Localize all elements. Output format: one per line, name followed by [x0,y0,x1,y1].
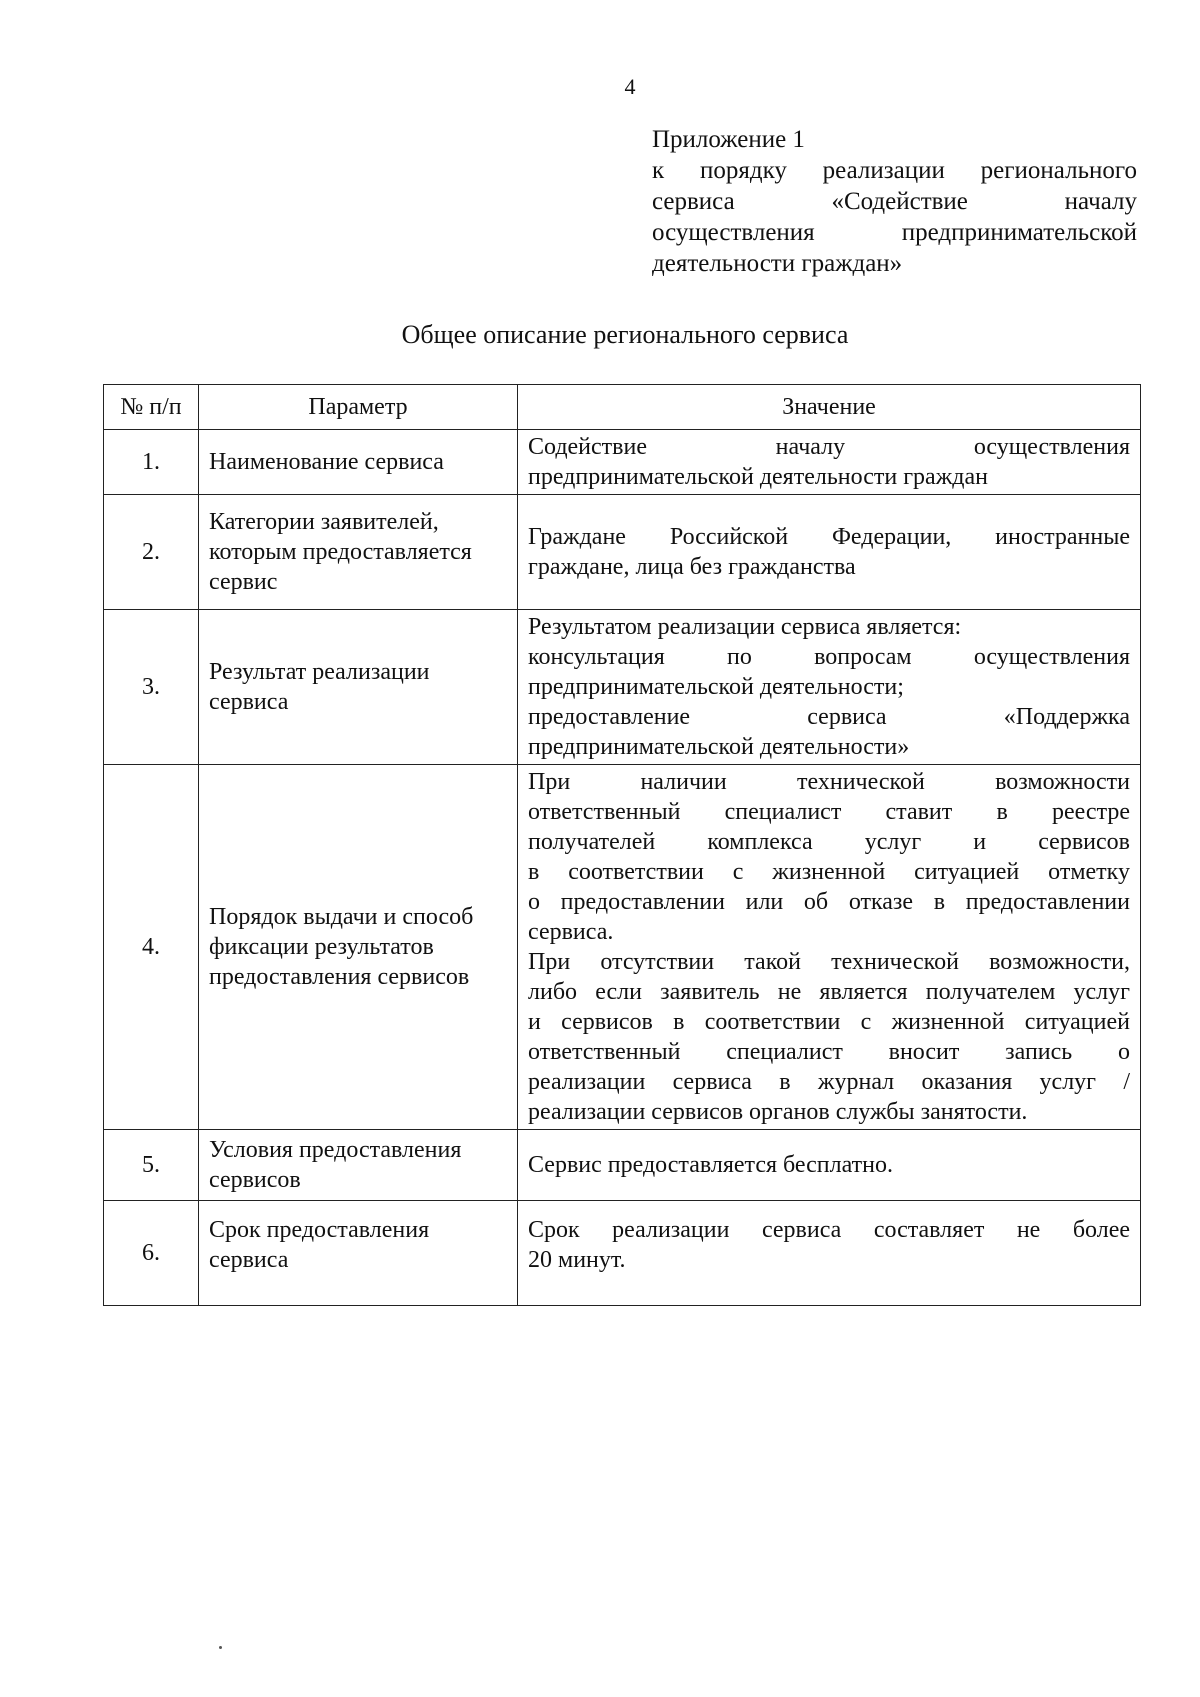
table-header-row [104,385,1141,430]
param-line: Условия предоставления [209,1137,462,1163]
param-line: Результат реализации [209,659,430,685]
appendix-title: Приложение 1 [652,126,805,153]
param-line: сервисов [209,1167,301,1193]
row-value [518,765,1141,1130]
row-value [518,610,1141,765]
value-line: реализации сервиса в журнал оказания услуг / [528,1069,1130,1095]
row-param [199,495,518,610]
table-row [104,1201,1141,1306]
value-line: При наличии технической возможности [528,769,1130,795]
row-number: 4. [104,765,199,1130]
param-line: предоставления сервисов [209,964,470,990]
header-value: Значение [518,385,1141,430]
value-line: предпринимательской деятельности; [528,674,904,700]
row-number: 1. [104,430,199,495]
value-line: Сервис предоставляется бесплатно. [528,1152,893,1178]
param-line: Наименование сервиса [209,449,444,475]
param-line: Категории заявителей, [209,509,439,535]
table-row [104,430,1141,495]
table-row [104,495,1141,610]
value-line: Срок реализации сервиса составляет не более [528,1217,1130,1243]
scan-speck [219,1646,222,1649]
value-line: При отсутствии такой технической возможности, [528,949,1130,975]
page-number: 4 [624,74,636,99]
value-line: получателей комплекса услуг и сервисов [528,829,1130,855]
value-line: реализации сервисов органов службы занятости. [528,1099,1028,1125]
value-line: консультация по вопросам осуществления [528,644,1130,670]
table-row [104,610,1141,765]
table-row [104,1130,1141,1201]
value-line: ответственный специалист вносит запись о [528,1039,1130,1065]
param-line: Срок предоставления [209,1217,430,1243]
row-value [518,1130,1141,1201]
param-line: фиксации результатов [209,934,434,960]
row-value [518,430,1141,495]
table-row [104,765,1141,1130]
header-param: Параметр [199,385,518,430]
value-line: и сервисов в соответствии с жизненной ситуацией [528,1009,1130,1035]
appendix-block [652,124,1137,279]
param-line: сервиса [209,689,289,715]
value-line: граждане, лица без гражданства [528,554,856,580]
value-line: предпринимательской деятельности» [528,734,910,760]
row-param [199,1130,518,1201]
value-line: предоставление сервиса «Поддержка [528,704,1130,730]
param-line: Порядок выдачи и способ [209,904,474,930]
appendix-line: к порядку реализации регионального [652,157,1137,184]
value-line: в соответствии с жизненной ситуацией отметку [528,859,1130,885]
param-line: сервис [209,569,278,595]
value-line: Результатом реализации сервиса является: [528,614,962,640]
value-line: о предоставлении или об отказе в предоставлении [528,889,1130,915]
value-line: ответственный специалист ставит в реестре [528,799,1130,825]
value-line: Содействие началу осуществления [528,434,1130,460]
row-param [199,430,518,495]
row-param [199,610,518,765]
row-value [518,1201,1141,1306]
row-value [518,495,1141,610]
param-line: которым предоставляется [209,539,472,565]
row-number: 5. [104,1130,199,1201]
value-line: сервиса. [528,919,614,945]
row-param [199,765,518,1130]
param-line: сервиса [209,1247,289,1273]
header-num: № п/п [104,385,199,430]
value-line: предпринимательской деятельности граждан [528,464,988,490]
value-line: либо если заявитель не является получателем услуг [528,979,1130,1005]
row-number: 3. [104,610,199,765]
row-param [199,1201,518,1306]
document-heading: Общее описание регионального сервиса [401,320,849,349]
appendix-line: сервиса «Содействие началу [652,188,1137,215]
value-line: Граждане Российской Федерации, иностранные [528,524,1130,550]
row-number: 6. [104,1201,199,1306]
service-description-table [103,384,1141,1306]
value-line: 20 минут. [528,1247,626,1273]
row-number: 2. [104,495,199,610]
appendix-line: деятельности граждан» [652,250,903,277]
appendix-line: осуществления предпринимательской [652,219,1137,246]
